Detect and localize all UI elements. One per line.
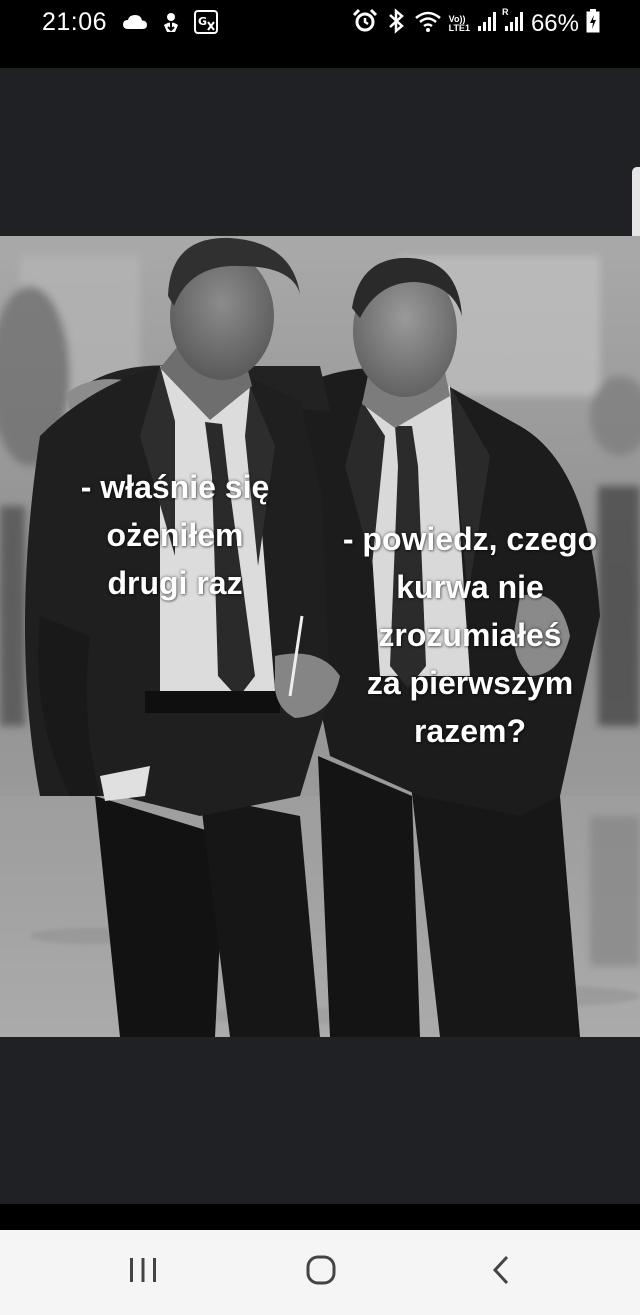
- cloud-icon: [122, 13, 148, 36]
- caption-right: - powiedz, czego kurwa nie zrozumiałeś za pierwszym razem?: [342, 521, 598, 749]
- status-time: 21:06: [42, 8, 108, 36]
- volte-indicator: [449, 15, 470, 33]
- signal-roaming-icon: [501, 7, 524, 37]
- notification-icons: [122, 10, 218, 39]
- wifi-icon: [414, 9, 442, 38]
- volte-label: Vo)): [448, 13, 466, 24]
- status-right-icons: [352, 8, 600, 39]
- bluetooth-icon: [385, 8, 407, 39]
- status-bar: [0, 0, 640, 68]
- navigation-bar: [0, 1230, 640, 1315]
- download-icon: [160, 11, 182, 38]
- home-icon: [305, 1254, 337, 1291]
- svg-text:G: G: [198, 15, 208, 28]
- nav-divider: [0, 1204, 640, 1230]
- caption-left: - właśnie się ożeniłem drugi raz: [80, 469, 270, 601]
- translate-icon: [194, 10, 218, 39]
- battery-charging-icon: [586, 9, 600, 38]
- back-button[interactable]: [461, 1230, 541, 1315]
- alarm-icon: [352, 8, 378, 39]
- recents-button[interactable]: [103, 1230, 183, 1315]
- home-button[interactable]: [281, 1230, 361, 1315]
- back-icon: [489, 1254, 513, 1291]
- photo-viewer[interactable]: [0, 68, 640, 1204]
- roaming-label: R: [501, 7, 509, 17]
- signal-icon: [477, 10, 497, 37]
- recents-icon: [128, 1256, 158, 1289]
- battery-percent: 66%: [530, 9, 579, 37]
- meme-image[interactable]: [0, 236, 640, 1037]
- lte-label: LTE1: [448, 22, 470, 33]
